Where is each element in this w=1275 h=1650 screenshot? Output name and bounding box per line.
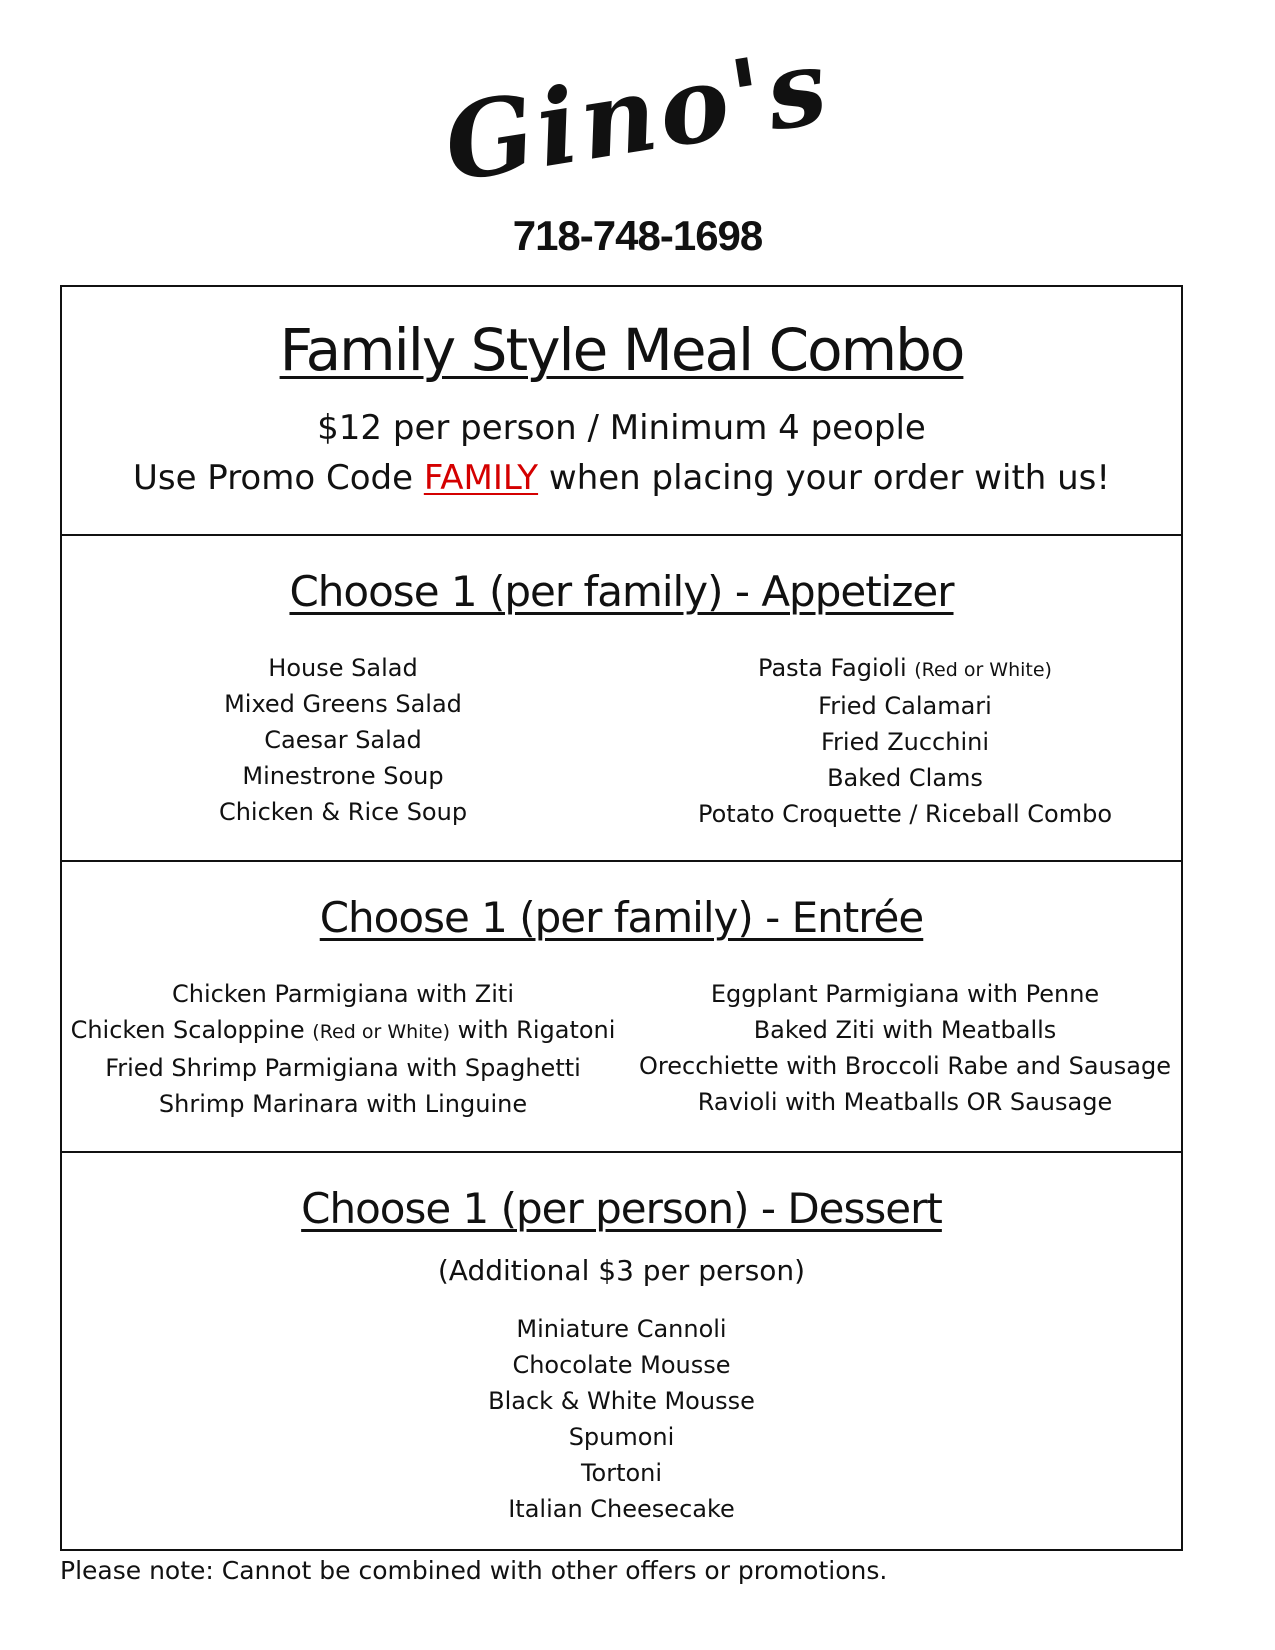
dessert-list xyxy=(62,1311,1181,1527)
promo-suffix: when placing your order with us! xyxy=(538,458,1111,498)
dessert-title: Choose 1 (per person) - Dessert xyxy=(301,1184,942,1233)
list-item: Chocolate Mousse xyxy=(512,1351,731,1379)
item-note: (Red or White) xyxy=(312,1021,450,1043)
price-line: $12 per person / Minimum 4 people xyxy=(317,408,926,448)
list-item: Fried Calamari xyxy=(818,692,992,720)
menu-box xyxy=(60,285,1183,1551)
list-item: Eggplant Parmigiana with Penne xyxy=(710,980,1100,1008)
entree-list-right xyxy=(624,976,1186,1120)
list-item: Fried Zucchini xyxy=(820,728,990,756)
list-item: Potato Croquette / Riceball Combo xyxy=(697,800,1112,828)
entree-section xyxy=(62,860,1181,1151)
list-item xyxy=(624,650,1186,688)
list-item: Tortoni xyxy=(580,1459,663,1487)
ginos-logo: Gino's xyxy=(436,23,839,206)
promo-prefix: Use Promo Code xyxy=(132,458,424,498)
list-item: Mixed Greens Salad xyxy=(224,690,462,718)
list-item: House Salad xyxy=(268,654,418,682)
list-item xyxy=(62,1012,624,1050)
appetizer-title: Choose 1 (per family) - Appetizer xyxy=(289,567,954,616)
entree-title: Choose 1 (per family) - Entrée xyxy=(319,893,924,942)
dessert-note: (Additional $3 per person) xyxy=(437,1254,806,1287)
list-item: Miniature Cannoli xyxy=(516,1315,727,1343)
page-title: Family Style Meal Combo xyxy=(279,316,964,384)
entree-list-left xyxy=(62,976,624,1122)
list-item: Chicken Parmigiana with Ziti xyxy=(172,980,514,1008)
list-item: Spumoni xyxy=(568,1423,675,1451)
header-section xyxy=(62,287,1181,534)
list-item: Fried Shrimp Parmigiana with Spaghetti xyxy=(105,1054,581,1082)
list-item: Shrimp Marinara with Linguine xyxy=(158,1090,528,1118)
appetizer-list-right xyxy=(624,650,1186,832)
list-item: Minestrone Soup xyxy=(242,762,444,790)
appetizer-list-left xyxy=(62,650,624,830)
item-name-suffix: with Rigatoni xyxy=(449,1016,616,1044)
list-item: Black & White Mousse xyxy=(488,1387,755,1415)
list-item: Baked Clams xyxy=(827,764,983,792)
promo-line xyxy=(62,455,1181,501)
footer-note: Please note: Cannot be combined with other offers or promotions. xyxy=(60,1556,888,1585)
list-item: Orecchiette with Broccoli Rabe and Sausage xyxy=(639,1052,1171,1080)
list-item: Ravioli with Meatballs OR Sausage xyxy=(697,1088,1113,1116)
list-item: Caesar Salad xyxy=(264,726,422,754)
list-item: Baked Ziti with Meatballs xyxy=(753,1016,1057,1044)
appetizer-section xyxy=(62,534,1181,860)
item-name: Pasta Fagioli xyxy=(758,654,915,682)
item-name: Chicken Scaloppine xyxy=(70,1016,313,1044)
phone-number: 718-748-1698 xyxy=(512,212,763,259)
dessert-section xyxy=(62,1151,1181,1549)
list-item: Chicken & Rice Soup xyxy=(218,798,468,826)
item-note: (Red or White) xyxy=(914,659,1052,681)
list-item: Italian Cheesecake xyxy=(508,1495,735,1523)
promo-code: FAMILY xyxy=(423,458,539,498)
